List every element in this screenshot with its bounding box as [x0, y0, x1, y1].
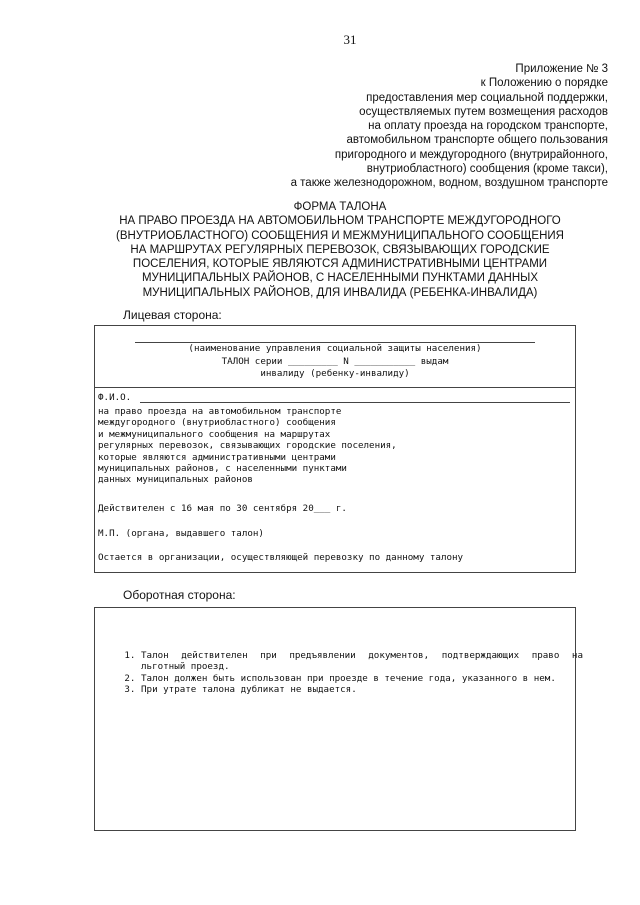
ticket-front-box: [94, 325, 576, 573]
rules-list: [123, 650, 583, 696]
rule-item: 1. Талон действителен при предъявлении документов, подтверждающих право на льготный проезд.: [141, 650, 583, 673]
form-title-line: МУНИЦИПАЛЬНЫХ РАЙОНОВ, С НАСЕЛЕННЫМИ ПУНКТАМИ ДАННЫХ: [141, 272, 539, 285]
form-title-line: НА МАРШРУТАХ РЕГУЛЯРНЫХ ПЕРЕВОЗОК, СВЯЗЫВАЮЩИХ ГОРОДСКИЕ: [130, 243, 550, 256]
form-title: [100, 200, 580, 300]
route-description: [98, 406, 397, 486]
appendix-header: [291, 62, 608, 191]
route-line: междугородного (внутриобластного) сообщения: [98, 417, 336, 429]
rule-item: 3. При утрате талона дубликат не выдается.: [141, 684, 583, 695]
appendix-line: осуществляемых путем возмещения расходов: [359, 105, 608, 118]
route-line: на право проезда на автомобильном транспорте: [98, 406, 342, 417]
route-line: муниципальных районов, с населенными пунктами: [98, 463, 347, 475]
front-side-label: Лицевая сторона:: [123, 308, 222, 322]
form-title-line: ФОРМА ТАЛОНА: [293, 201, 387, 213]
ticket-back-box: [94, 607, 583, 831]
stamp-text: М.П. (органа, выдавшего талон): [98, 528, 264, 539]
appendix-line: а также железнодорожном, водном, воздушном транспорте: [290, 177, 608, 190]
page-number: 31: [343, 32, 357, 47]
appendix-line: пригородного и междугородного (внутрирайонного,: [334, 148, 608, 161]
remains-text: Остается в организации, осуществляющей перевозку по данному талону: [98, 552, 464, 563]
appendix-line: на оплату проезда на городском транспорте,: [368, 120, 608, 133]
form-title-line: ПОСЕЛЕНИЯ, КОТОРЫЕ ЯВЛЯЮТСЯ АДМИНИСТРАТИВНЫМИ ЦЕНТРАМИ: [132, 258, 548, 271]
form-title-line: МУНИЦИПАЛЬНЫХ РАЙОНОВ, ДЛЯ ИНВАЛИДА (РЕБЕНКА-ИНВАЛИДА): [142, 286, 538, 299]
route-line: и межмуниципального сообщения на маршрутах: [98, 428, 331, 440]
route-line: данных муниципальных районов: [98, 474, 253, 486]
form-title-line: (ВНУТРИОБЛАСТНОГО) СООБЩЕНИЯ И МЕЖМУНИЦИПАЛЬНОГО СООБЩЕНИЯ: [116, 229, 564, 242]
ticket-series-line: ТАЛОН серии _________ N ___________ выдам: [221, 356, 449, 367]
back-side-label: Оборотная сторона:: [123, 588, 236, 602]
fio-field-line: [140, 402, 570, 403]
appendix-line: Приложение № 3: [515, 63, 608, 75]
route-line: регулярных перевозок, связывающих городские поселения,: [98, 440, 397, 452]
divider: [95, 387, 575, 388]
appendix-line: предоставления мер социальной поддержки,: [366, 91, 608, 104]
ticket-recipient-line: инвалиду (ребенку-инвалиду): [260, 368, 410, 379]
appendix-line: внутриобластного) сообщения (кроме такси),: [366, 163, 608, 176]
route-line: которые являются административными центрами: [98, 451, 336, 463]
form-title-line: НА ПРАВО ПРОЕЗДА НА АВТОМОБИЛЬНОМ ТРАНСПОРТЕ МЕЖДУГОРОДНОГО: [119, 215, 561, 228]
org-caption: (наименование управления социальной защиты населения): [188, 343, 482, 354]
appendix-line: автомобильном транспорте общего пользования: [346, 134, 608, 147]
rule-item: 2. Талон должен быть использован при проезде в течение года, указанного в нем.: [141, 673, 583, 684]
fio-label: Ф.И.О.: [98, 392, 132, 403]
appendix-line: к Положению о порядке: [480, 77, 608, 90]
validity-text: Действителен с 16 мая по 30 сентября 20___ г.: [98, 503, 347, 514]
